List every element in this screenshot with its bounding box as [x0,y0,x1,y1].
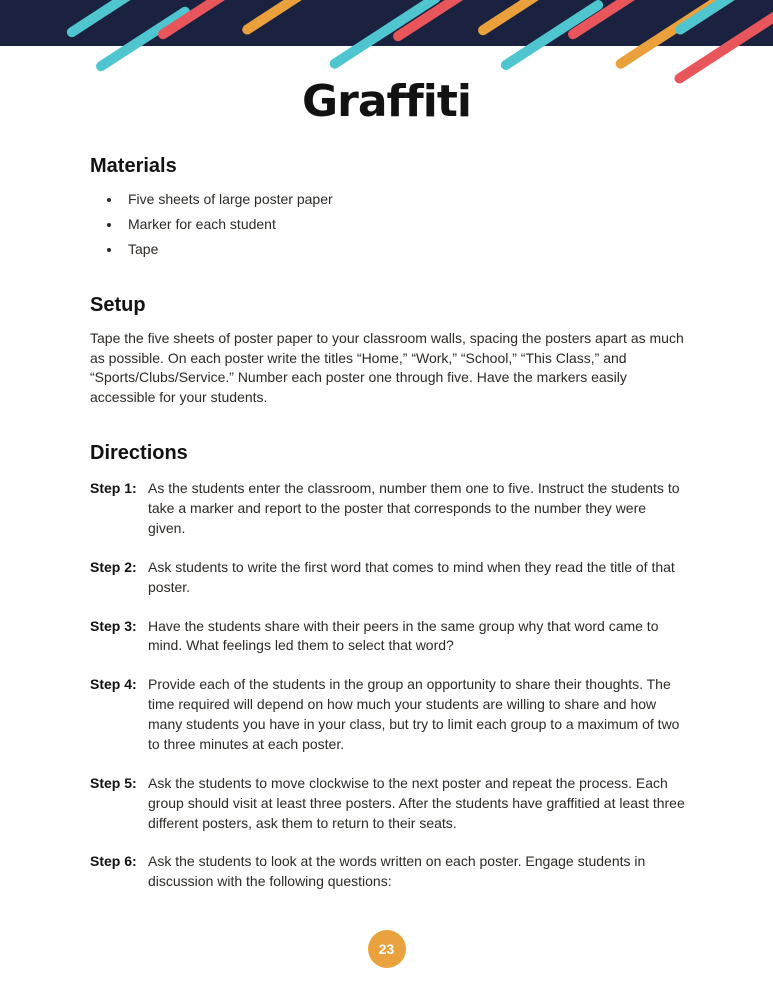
step-text: As the students enter the classroom, number them one to five. Instruct the students to take a marker and report to the poster that corresponds to the number they were given. [148,480,680,536]
step-row [90,852,687,892]
page-title: Graffiti [302,76,471,127]
list-item: • Marker for each student [122,215,687,235]
materials-heading: Materials [90,155,177,177]
step-label: Step 2: [90,558,137,575]
setup-paragraph: Tape the five sheets of poster paper to your classroom walls, spacing the posters apart as much as possible. On each poster write the titles “Home,” “Work,” “School,” “This Class,” and “Sports/Clubs/Service.” Number each poster one through five. Have the markers easily accessible for your students. [90,329,684,406]
list-item: • Tape [122,240,687,260]
materials-section [90,155,687,260]
step-text: Ask the students to move clockwise to the next poster and repeat the process. Each group should visit at least three posters. After the students have graffitied at least three different posters, ask them to return to their seats. [148,774,685,831]
page-content [0,155,773,892]
stripe-decoration [240,0,329,36]
stripe-decoration [94,5,192,73]
setup-section [90,294,687,409]
step-text: Ask students to write the first word that comes to mind when they read the title of that poster. [148,558,675,595]
step-label: Step 3: [90,617,137,634]
page-number: 23 [378,941,395,957]
step-row [90,675,687,755]
stripe-decoration [65,0,150,39]
stripe-decoration [328,0,442,71]
step-row [90,479,687,539]
step-text: Have the students share with their peers in the same group why that word came to mind. What feelings led them to select that word? [148,617,659,654]
list-item: • Five sheets of large poster paper [122,190,687,210]
step-label: Step 1: [90,480,137,497]
page-number-badge [368,930,406,968]
setup-heading: Setup [90,293,146,316]
step-row [90,774,687,834]
directions-section [90,442,687,892]
step-row [90,617,687,657]
directions-heading: Directions [90,442,188,465]
header-band [0,0,773,46]
step-label: Step 4: [90,676,137,693]
step-text: Ask the students to look at the words written on each poster. Engage students in discussion with the following questions: [148,853,646,890]
step-row [90,558,687,598]
steps-list [90,479,687,892]
step-label: Step 6: [90,853,137,870]
step-text: Provide each of the students in the group an opportunity to share their thoughts. The time required will depend on how much your students are willing to share and how many students you have in your class, but try to limit each group to a maximum of two to three minutes at each poster. [148,676,680,752]
materials-list [90,190,687,260]
step-label: Step 5: [90,774,137,791]
